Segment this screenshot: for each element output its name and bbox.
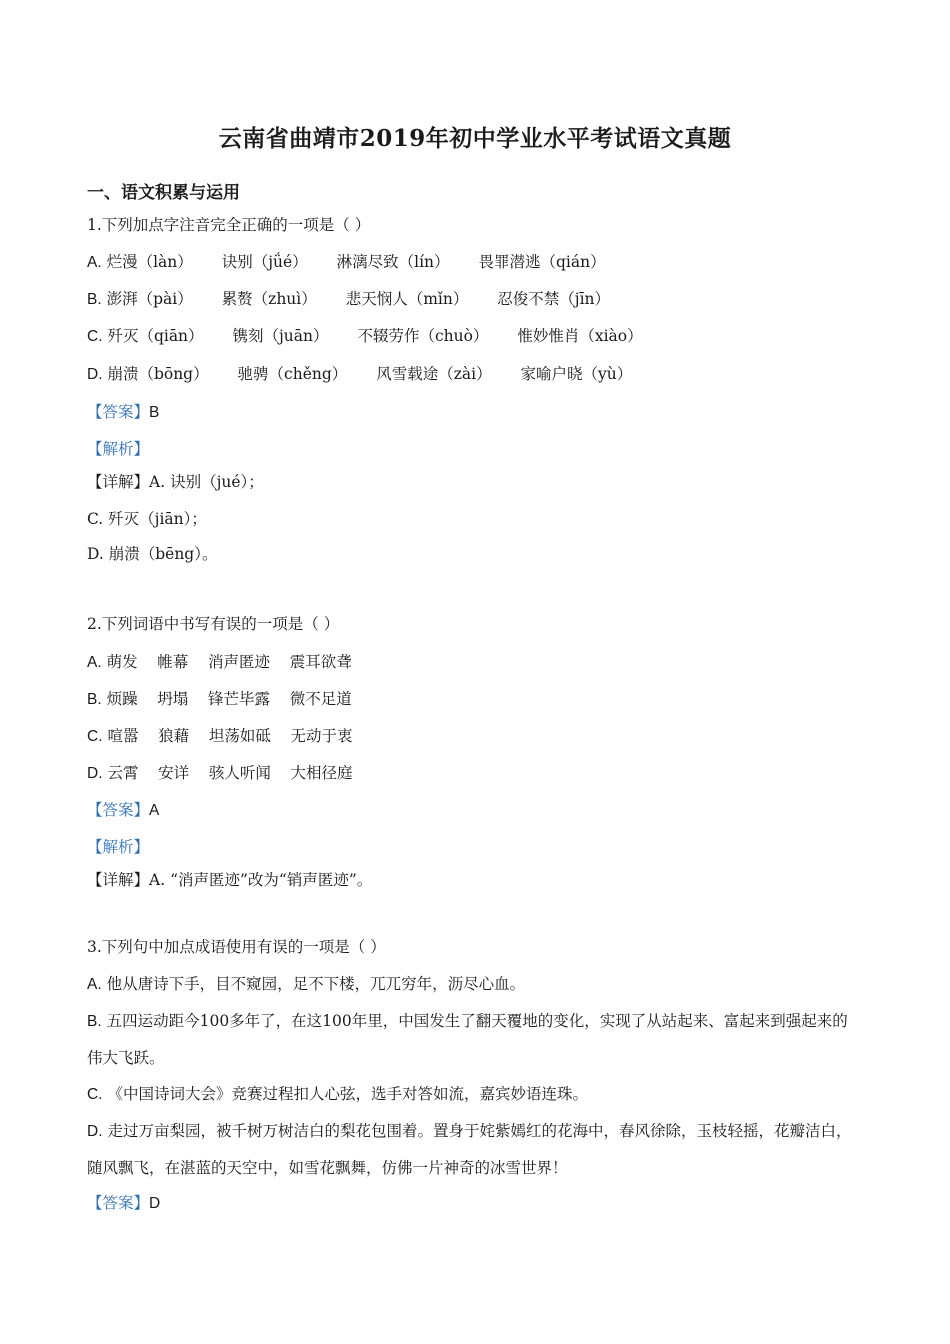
option-item: 惟妙惟肖（xiào） [517, 327, 643, 345]
detail-label: 【详解】 [87, 871, 150, 889]
option-item: 镌刻（juān） [232, 327, 329, 345]
question-1-stem: 1.下列加点字注音完全正确的一项是（ ） [87, 216, 371, 234]
option-text: 云霄 安详 骇人听闻 大相径庭 [107, 764, 353, 782]
answer-label: 【答案】 [87, 403, 150, 421]
option-item: 驰骋（chěng） [237, 365, 348, 383]
question-2-stem: 2.下列词语中书写有误的一项是（ ） [87, 615, 340, 633]
option-item: 忍俊不禁（jīn） [497, 290, 611, 308]
question-1-detail [87, 471, 264, 493]
question-1-analysis-label: 【解析】 [87, 440, 150, 458]
question-1-option-d [87, 363, 656, 386]
option-item: 畏罪潜逃（qián） [478, 253, 606, 271]
option-text: 他从唐诗下手，目不窥园，足不下楼，兀兀穷年，沥尽心血。 [106, 975, 526, 993]
option-item: 歼灭（qiān） [107, 327, 204, 345]
option-item: 累赘（zhuì） [221, 290, 317, 308]
detail-line: A. “消声匿迹”改为“销声匿迹”。 [149, 871, 373, 889]
question-1-detail-line: C. 歼灭（jiān）； [87, 510, 207, 528]
question-1-option-b [87, 288, 634, 311]
question-3-answer [87, 1192, 160, 1215]
option-item: 崩溃（bōng） [107, 365, 209, 383]
option-text: 喧嚣 狼藉 坦荡如砥 无动于衷 [107, 727, 353, 745]
option-item: 不辍劳作（chuò） [357, 327, 489, 345]
option-letter: A. [87, 976, 102, 993]
option-letter: D. [87, 366, 103, 383]
option-letter: C. [87, 328, 103, 345]
detail-line: A. 诀别（jué）； [149, 473, 264, 491]
option-item: 悲天悯人（mǐn） [345, 290, 469, 308]
question-3-stem: 3.下列句中加点成语使用有误的一项是（ ） [87, 938, 386, 956]
question-3-option-b [87, 1003, 863, 1077]
answer-value: B [149, 404, 160, 421]
question-1-answer [87, 401, 159, 424]
answer-label: 【答案】 [87, 801, 150, 819]
question-3-option-d [87, 1113, 863, 1187]
question-3-option-c [87, 1083, 588, 1106]
option-item: 烂漫（làn） [106, 253, 193, 271]
option-text: 五四运动距今100多年了，在这100年里，中国发生了翻天覆地的变化，实现了从站起来、富起来到强起来的伟大飞跃。 [87, 1012, 848, 1067]
answer-label: 【答案】 [87, 1194, 150, 1212]
question-1-option-a [87, 251, 630, 274]
option-item: 风雪载途（zài） [376, 365, 492, 383]
option-item: 澎湃（pài） [106, 290, 193, 308]
question-1-detail-line: D. 崩溃（bēng）。 [87, 545, 218, 563]
option-letter: B. [87, 291, 102, 308]
question-2-detail [87, 869, 372, 891]
question-2-option-c [87, 725, 353, 748]
option-letter: C. [87, 1086, 103, 1103]
option-text: 萌发 帷幕 消声匿迹 震耳欲聋 [106, 653, 352, 671]
option-letter: A. [87, 254, 102, 271]
option-letter: D. [87, 765, 103, 782]
question-2-option-a [87, 651, 352, 674]
detail-label: 【详解】 [87, 473, 150, 491]
page-title: 云南省曲靖市2019年初中学业水平考试语文真题 [218, 125, 732, 152]
option-text: 走过万亩梨园，被千树万树洁白的梨花包围着。置身于姹紫嫣红的花海中，春风徐除，玉枝轻摇，花瓣洁白，随风飘飞，在湛蓝的天空中，如雪花飘舞，仿佛一片神奇的冰雪世界！ [87, 1122, 852, 1177]
option-item: 家喻户晓（yù） [520, 365, 633, 383]
question-2-analysis-label: 【解析】 [87, 838, 150, 856]
question-2-option-b [87, 688, 352, 711]
option-letter: D. [87, 1123, 103, 1140]
answer-value: D [149, 1195, 161, 1212]
question-2-option-d [87, 762, 353, 785]
option-letter: C. [87, 728, 103, 745]
question-3-option-a [87, 973, 525, 996]
option-item: 淋漓尽致（lín） [336, 253, 450, 271]
question-2-answer [87, 799, 159, 822]
option-letter: B. [87, 691, 102, 708]
question-1-option-c [87, 325, 667, 348]
option-text: 《中国诗词大会》竞赛过程扣人心弦，选手对答如流，嘉宾妙语连珠。 [107, 1085, 588, 1103]
section-heading: 一、语文积累与运用 [87, 183, 240, 203]
option-item: 诀别（jǘé） [221, 253, 308, 271]
option-text: 烦躁 坍塌 锋芒毕露 微不足道 [106, 690, 352, 708]
option-letter: B. [87, 1013, 102, 1030]
option-letter: A. [87, 654, 102, 671]
answer-value: A [149, 802, 160, 819]
